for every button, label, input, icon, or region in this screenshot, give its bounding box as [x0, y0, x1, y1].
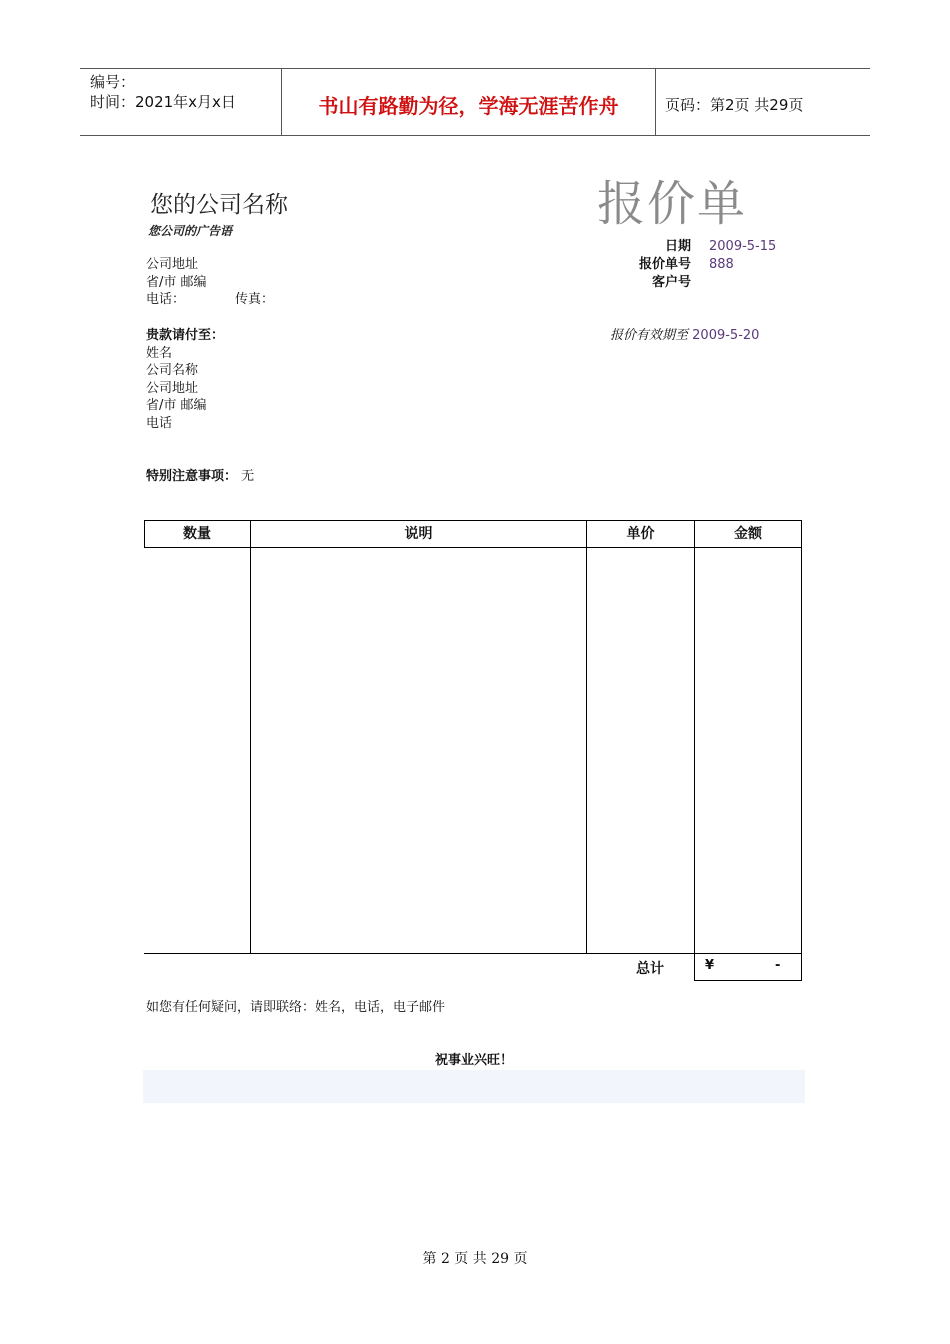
quote-number-value: 888 — [709, 257, 734, 272]
date-value: 2009-5-15 — [709, 239, 777, 254]
validity-value: 2009-5-20 — [692, 328, 760, 343]
time-label: 时间：2021年x月x日 — [90, 93, 236, 111]
special-notes — [146, 468, 254, 486]
company-province-zip: 省/市 邮编 — [146, 274, 207, 290]
header-divider-right — [655, 68, 656, 135]
bill-to-line: 电话 — [146, 415, 173, 431]
company-address: 公司地址 — [146, 257, 199, 272]
bill-to-line: 公司地址 — [146, 380, 199, 396]
bill-to-line: 公司名称 — [146, 363, 199, 378]
table-header-rule — [144, 547, 802, 548]
table-col-divider-3 — [694, 520, 695, 980]
doc-number-label: 编号： — [90, 73, 136, 91]
table-right-edge — [801, 520, 802, 980]
validity-block — [610, 327, 759, 345]
company-address-block — [146, 256, 274, 309]
quote-title: 报价单 — [597, 176, 748, 232]
customer-number-label: 客户号 — [651, 275, 691, 290]
total-currency: ¥ — [705, 958, 715, 973]
validity-label: 报价有效期至 — [610, 328, 689, 343]
bill-to-label: 贵款请付至： — [146, 328, 225, 343]
header-left — [90, 72, 236, 112]
column-header-unit-price: 单价 — [626, 526, 655, 542]
quote-number-label: 报价单号 — [638, 257, 691, 272]
total-box-bottom-rule — [694, 980, 802, 981]
date-label: 日期 — [664, 239, 691, 254]
total-value: - — [775, 958, 781, 973]
table-col-divider-2 — [586, 520, 587, 953]
bill-to-block — [146, 327, 224, 432]
table-col-divider-1 — [250, 520, 251, 953]
phone-label: 电话： — [146, 292, 186, 307]
table-bottom-rule — [144, 953, 802, 954]
contact-note: 如您有任何疑问，请即联络：姓名，电话，电子邮件 — [146, 1000, 446, 1015]
bill-to-line: 姓名 — [146, 345, 173, 361]
column-header-quantity: 数量 — [183, 526, 211, 542]
fax-label: 传真： — [235, 292, 275, 307]
sheet-footer-band — [143, 1070, 805, 1103]
closing-greeting: 祝事业兴旺！ — [434, 1053, 513, 1068]
header-page-code: 页码：第2页 共29页 — [665, 96, 804, 114]
header-top-rule — [80, 68, 870, 69]
header-bottom-rule — [80, 135, 870, 136]
special-notes-label: 特别注意事项： — [146, 469, 238, 484]
special-notes-value: 无 — [241, 469, 255, 484]
page-footer: 第 2 页 共 29 页 — [422, 1251, 528, 1267]
column-header-amount: 金额 — [734, 526, 762, 542]
company-name: 您的公司名称 — [150, 192, 288, 218]
header-motto: 书山有路勤为径，学海无涯苦作舟 — [318, 94, 619, 118]
column-header-description: 说明 — [404, 526, 433, 542]
total-label: 总计 — [636, 961, 664, 977]
bill-to-line: 省/市 邮编 — [146, 398, 207, 413]
company-slogan: 您公司的广告语 — [148, 224, 233, 238]
company-phone-fax — [146, 291, 274, 309]
